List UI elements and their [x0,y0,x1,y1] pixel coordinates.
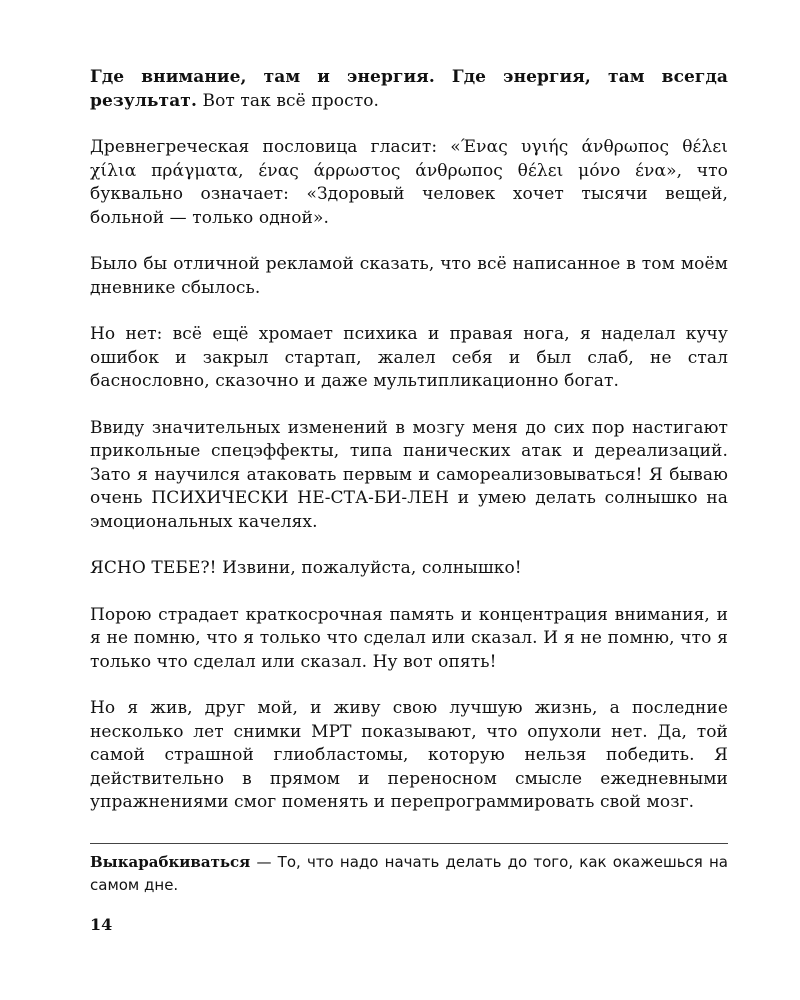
footnote-term: Выкарабкиваться [90,853,251,871]
paragraph-5: Ввиду значительных изменений в мозгу меня до сих пор настигают прикольные спецэффекты, типа панических атак и дереализаций. Зато я научился атаковать первым и самореализовываться! Я бываю очень ПСИХИЧЕСКИ НЕ-СТА-БИ-ЛЕН и умею делать солнышко на эмоциональных качелях. [90,417,728,532]
paragraph-1 [90,66,728,113]
paragraph-7: Порою страдает краткосрочная память и концентрация внимания, и я не помню, что я только что сделал или сказал. И я не помню, что я только что сделал или сказал. Ну вот опять! [90,604,728,672]
paragraph-1-bold: Где внимание, там и энергия. Где энергия, там всегда результат. [90,67,728,111]
paragraph-1-text: Вот так всё просто. [196,90,380,111]
paragraph-6: ЯСНО ТЕБЕ?! Извини, пожалуйста, солнышко! [90,558,522,578]
paragraph-2: Древнегреческая пословица гласит: «Ένας υγιής άνθρωπος θέλει χίλια πράγματα, ένας άρρωστος άνθρωπος θέλει μόνο ένα», что буквально означает: «Здоровый человек хочет тысячи вещей, больной — только одной». [90,137,728,228]
footnote [90,851,728,897]
page-number: 14 [90,915,113,934]
page-body [90,66,728,838]
paragraph-3: Было бы отличной рекламой сказать, что всё написанное в том моём дневнике сбылось. [90,254,728,298]
paragraph-8: Но я жив, друг мой, и живу свою лучшую жизнь, а последние несколько лет снимки МРТ показывают, что опухоли нет. Да, той самой страшной глиобластомы, которую нельзя победить. Я действительно в прямом и переносном смысле ежедневными упражнениями смог поменять и перепрограммировать свой мозг. [90,698,728,812]
footnote-divider [90,843,728,844]
footnote-definition: — То, что надо начать делать до того, как окажешься на самом дне. [90,853,728,894]
paragraph-4: Но нет: всё ещё хромает психика и правая нога, я наделал кучу ошибок и закрыл стартап, жалел себя и был слаб, не стал баснословно, сказочно и даже мультипликационно богат. [90,324,728,391]
